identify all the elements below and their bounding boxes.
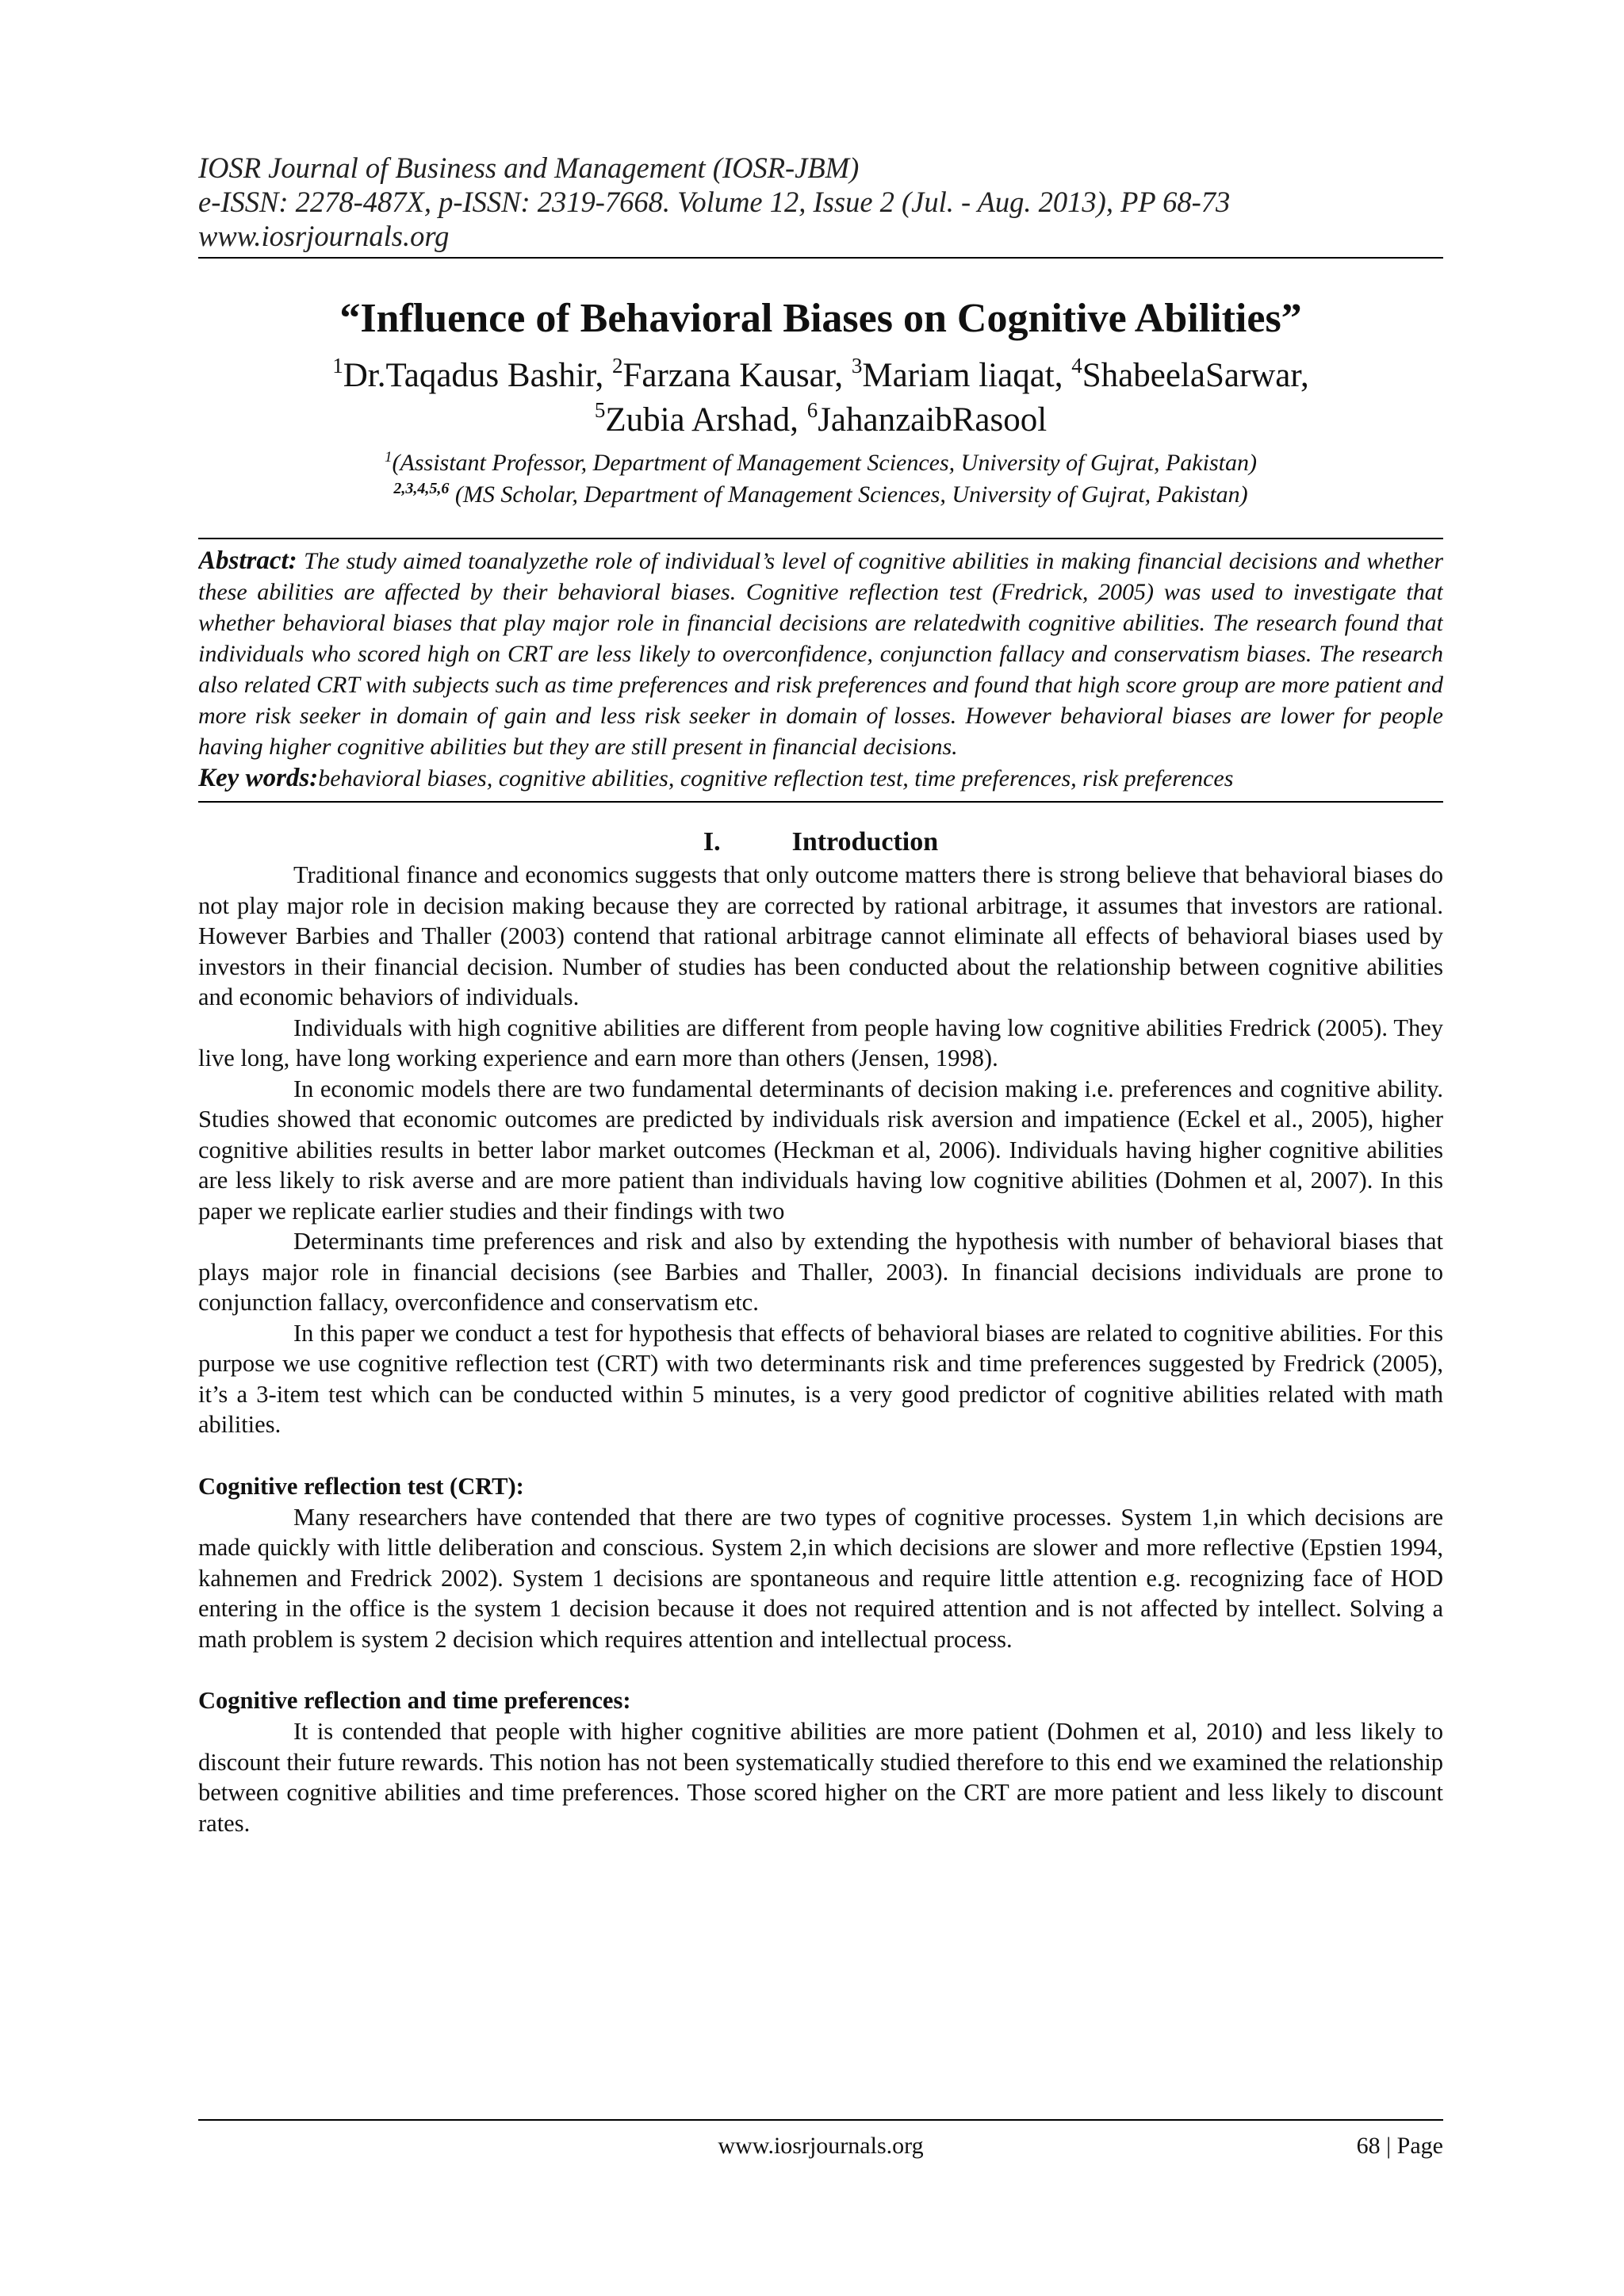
journal-url[interactable]: www.iosrjournals.org [198, 220, 450, 252]
author-line-1 [198, 354, 1443, 398]
author-sup: 6 [806, 397, 818, 422]
affiliation-text: (Assistant Professor, Department of Management Sciences, University of Gujrat, Pakistan) [392, 450, 1257, 476]
abstract-text: The study aimed toanalyzethe role of individual’s level of cognitive abilities in making financial decisions and whether these abilities are affected by their behavioral biases. Cognitive reflection test (Fredrick, 2005) was used to investigate that whether behavioral biases that play major role in financial decisions are relatedwith cognitive abilities. The research found that individuals who scored high on CRT are less likely to overconfidence, conjunction fallacy and conservatism biases. The research also related CRT with subjects such as time preferences and risk preferences and found that high score group are more patient and more risk seeker in domain of gain and less risk seeker in domain of losses. However behavioral biases are lower for people having higher cognitive abilities but they are still present in financial decisions. [198, 548, 1443, 760]
section-number: I. [703, 827, 721, 857]
section-title: Introduction [791, 827, 939, 857]
author-name: Mariam liaqat, [862, 357, 1072, 394]
intro-paragraph-1: Traditional finance and economics suggests that only outcome matters there is strong believe that behavioral biases do not play major role in decision making because they are corrected by rational arbitrage, it assumes that investors are rational. However Barbies and Thaller (2003) contend that rational arbitrage cannot eliminate all effects of behavioral biases used by investors in their financial decision. Number of studies has been conducted about the relationship between cognitive abilities and economic behaviors of individuals. [198, 861, 1443, 1010]
keywords [198, 762, 1443, 795]
author-line-2 [198, 398, 1443, 443]
journal-name: IOSR Journal of Business and Management (IOSR-JBM) [198, 151, 860, 184]
footer-rule [198, 2119, 1443, 2121]
journal-issn: e-ISSN: 2278-487X, p-ISSN: 2319-7668. Volume 12, Issue 2 (Jul. - Aug. 2013), PP 68-73 [198, 186, 1231, 218]
author-name: JahanzaibRasool [818, 401, 1048, 439]
author-name: ShabeelaSarwar, [1082, 357, 1309, 394]
author-sup: 4 [1071, 353, 1082, 378]
time-preferences-paragraph: It is contended that people with higher cognitive abilities are more patient (Dohmen et al, 2010) and less likely to discount their future rewards. This notion has not been systematically studied therefore to this end we examined the relationship between cognitive abilities and time preferences. Those scored higher on the CRT are more patient and less likely to discount rates. [198, 1718, 1443, 1837]
journal-header [198, 151, 1443, 253]
crt-paragraph: Many researchers have contended that there are two types of cognitive processes. System 1,in which decisions are made quickly with little deliberation and conscious. System 2,in which decisions are slower and more reflective (Epstien 1994, kahnemen and Fredrick 2002). System 1 decisions are spontaneous and require little attention e.g. recognizing face of HOD entering in the office is the system 1 decision because it does not required attention and is not affected by intellect. Solving a math problem is system 2 decision which requires attention and intellectual process. [198, 1503, 1443, 1653]
intro-paragraph-3: In economic models there are two fundamental determinants of decision making i.e. preferences and cognitive ability. Studies showed that economic outcomes are predicted by individuals risk aversion and impatience (Eckel et al., 2005), higher cognitive abilities results in better labor market outcomes (Heckman et al, 2006). Individuals having higher cognitive abilities are less likely to risk averse and are more patient than individuals having low cognitive abilities (Dohmen et al, 2007). In this paper we replicate earlier studies and their findings with two [198, 1075, 1443, 1225]
paper-title: “Influence of Behavioral Biases on Cognitive Abilities” [339, 296, 1302, 341]
affiliations [198, 447, 1443, 511]
header-rule [198, 257, 1443, 259]
footer-url[interactable]: www.iosrjournals.org [718, 2133, 924, 2159]
keywords-label: Key words: [198, 764, 319, 792]
intro-paragraph-5: In this paper we conduct a test for hypothesis that effects of behavioral biases are related to cognitive abilities. For this purpose we use cognitive reflection test (CRT) with two determinants risk and time preferences suggested by Fredrick (2005), it’s a 3-item test which can be conducted within 5 minutes, is a very good predictor of cognitive abilities related with math abilities. [198, 1319, 1443, 1438]
abstract-bottom-rule [198, 801, 1443, 803]
affiliation-1 [198, 447, 1443, 479]
paper-page [198, 151, 1443, 1838]
keywords-text: behavioral biases, cognitive abilities, cognitive reflection test, time preferences, risk preferences [318, 765, 1234, 792]
author-sup: 5 [594, 397, 606, 422]
intro-paragraph-2: Individuals with high cognitive abilities are different from people having low cognitive abilities Fredrick (2005). They live long, have long working experience and earn more than others (Jensen, 1998). [198, 1014, 1443, 1071]
abstract-label: Abstract: [198, 546, 297, 575]
section-heading-introduction [198, 825, 1443, 860]
author-sup: 1 [332, 353, 343, 378]
subheading-time-preferences: Cognitive reflection and time preferences: [198, 1687, 631, 1714]
affiliation-2 [198, 479, 1443, 511]
author-sup: 2 [611, 353, 623, 378]
page-footer [198, 2119, 1443, 2164]
affiliation-sup: 2,3,4,5,6 [393, 480, 450, 497]
abstract-top-rule [198, 538, 1443, 539]
page-number: 68 | Page [1356, 2133, 1443, 2159]
intro-paragraph-4: Determinants time preferences and risk and also by extending the hypothesis with number of behavioral biases that plays major role in financial decisions (see Barbies and Thaller, 2003). In financial decisions individuals are prone to conjunction fallacy, overconfidence and conservatism etc. [198, 1228, 1443, 1316]
author-name: Dr.Taqadus Bashir, [343, 357, 612, 394]
author-sup: 3 [851, 353, 863, 378]
subheading-crt: Cognitive reflection test (CRT): [198, 1472, 524, 1500]
abstract [198, 546, 1443, 762]
affiliation-text: (MS Scholar, Department of Management Sciences, University of Gujrat, Pakistan) [449, 481, 1248, 508]
footer-row [198, 2129, 1443, 2164]
author-name: Zubia Arshad, [605, 401, 807, 439]
author-list [198, 354, 1443, 443]
affiliation-sup: 1 [385, 449, 393, 466]
author-name: Farzana Kausar, [622, 357, 852, 394]
